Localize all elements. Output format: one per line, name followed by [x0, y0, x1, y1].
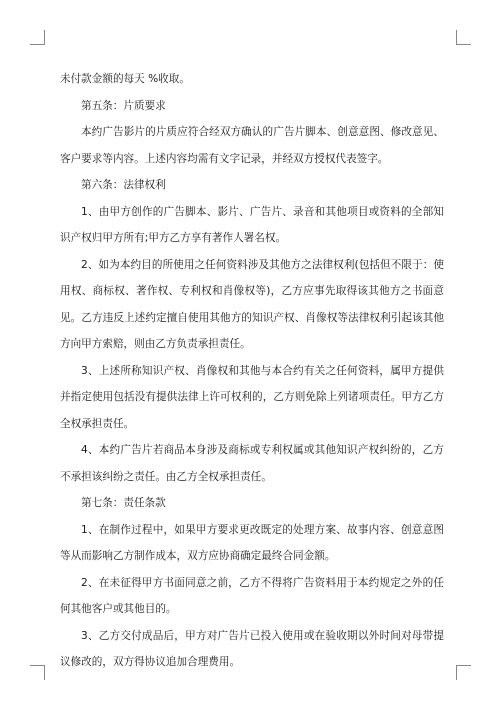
- article-7-clause-1: 1、在制作过程中，如果甲方要求更改既定的处理方案、故事内容、创意意图等从而影响乙方制作成本，双方应协商确定最终合同金额。: [60, 523, 444, 562]
- paragraph-continuation: 未付款金额的每天 %收取。: [60, 73, 190, 85]
- article-6-clause-3: 3、上述所称知识产权、肖像权和其他与本合约有关之任何资料，属甲方提供并指定使用包括没有提供法律上许可权利的，乙方则免除上列诸项责任。甲方乙方全权承担责任。: [60, 364, 444, 430]
- page-corner-mark-bottom-left: [30, 665, 45, 680]
- article-7-clause-3: 3、乙方交付成品后，甲方对广告片已投入使用或在验收期以外时间对母带提议修改的，双方得协议追加合理费用。: [60, 629, 444, 668]
- article-6-heading: 第六条：法律权利: [81, 179, 166, 191]
- page-corner-mark-top-left: [30, 30, 45, 45]
- article-6-clause-1: 1、由甲方创作的广告脚本、影片、广告片、录音和其他项目或资料的全部知识产权归甲方所有;甲方乙方享有著作人署名权。: [60, 205, 444, 244]
- article-5-paragraph: 本约广告影片的片质应符合经双方确认的广告片脚本、创意意图、修改意见、客户要求等内容。上述内容均需有文字记录，并经双方授权代表签字。: [60, 126, 444, 165]
- article-6-clause-2: 2、如为本约目的所使用之任何资料涉及其他方之法律权利(包括但不限于：使用权、商标权、著作权、专利权和肖像权等)，乙方应事先取得该其他方之书面意见。乙方违反上述约定擅自使用其他方的知识产权、肖像权等法律权利引起该其他方向甲方索赔，则由乙方负责承担责任。: [60, 258, 444, 350]
- page-corner-mark-top-right: [456, 30, 471, 45]
- document-body: [60, 66, 444, 676]
- article-5-heading: 第五条：片质要求: [81, 99, 166, 112]
- article-7-heading: 第七条：责任条款: [81, 497, 166, 509]
- page-corner-mark-bottom-right: [456, 665, 471, 680]
- article-7-clause-2: 2、在未征得甲方书面同意之前，乙方不得将广告资料用于本约规定之外的任何其他客户或其他目的。: [60, 576, 444, 615]
- article-6-clause-4: 4、本约广告片若商品本身涉及商标或专利权属或其他知识产权纠纷的，乙方不承担该纠纷之责任。由乙方全权承担责任。: [60, 444, 444, 483]
